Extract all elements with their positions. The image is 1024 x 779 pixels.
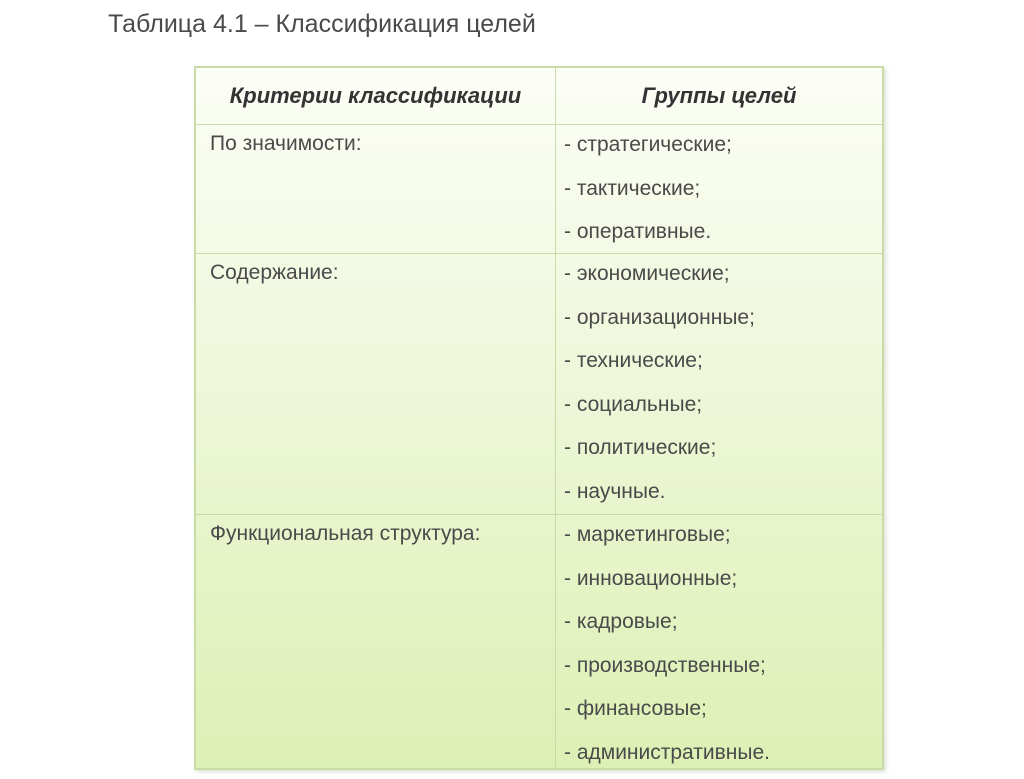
table-row [196,514,882,768]
group-item: - стратегические; [564,128,882,172]
group-item: - административные. [564,736,882,779]
table-header-row [196,68,882,125]
table-caption: Таблица 4.1 – Классификация целей [108,10,536,39]
group-item: - кадровые; [564,605,882,649]
groups-cell [556,514,882,768]
criterion-cell: Функциональная структура: [196,514,556,768]
group-item: - оперативные. [564,215,882,259]
group-item: - социальные; [564,388,882,432]
criterion-cell: Содержание: [196,253,556,514]
classification-table [194,66,884,770]
criterion-cell: По значимости: [196,124,556,253]
groups-cell [556,124,882,253]
header-groups: Группы целей [556,68,882,124]
group-item: - экономические; [564,257,882,301]
group-item: - технические; [564,344,882,388]
group-item: - маркетинговые; [564,518,882,562]
table-row [196,253,882,515]
group-item: - тактические; [564,172,882,216]
group-item: - производственные; [564,649,882,693]
group-item: - организационные; [564,301,882,345]
groups-cell [556,253,882,514]
group-item: - инновационные; [564,562,882,606]
group-item: - научные. [564,475,882,519]
header-criteria: Критерии классификации [196,68,556,124]
table-row [196,124,882,254]
group-item: - политические; [564,431,882,475]
group-item: - финансовые; [564,692,882,736]
